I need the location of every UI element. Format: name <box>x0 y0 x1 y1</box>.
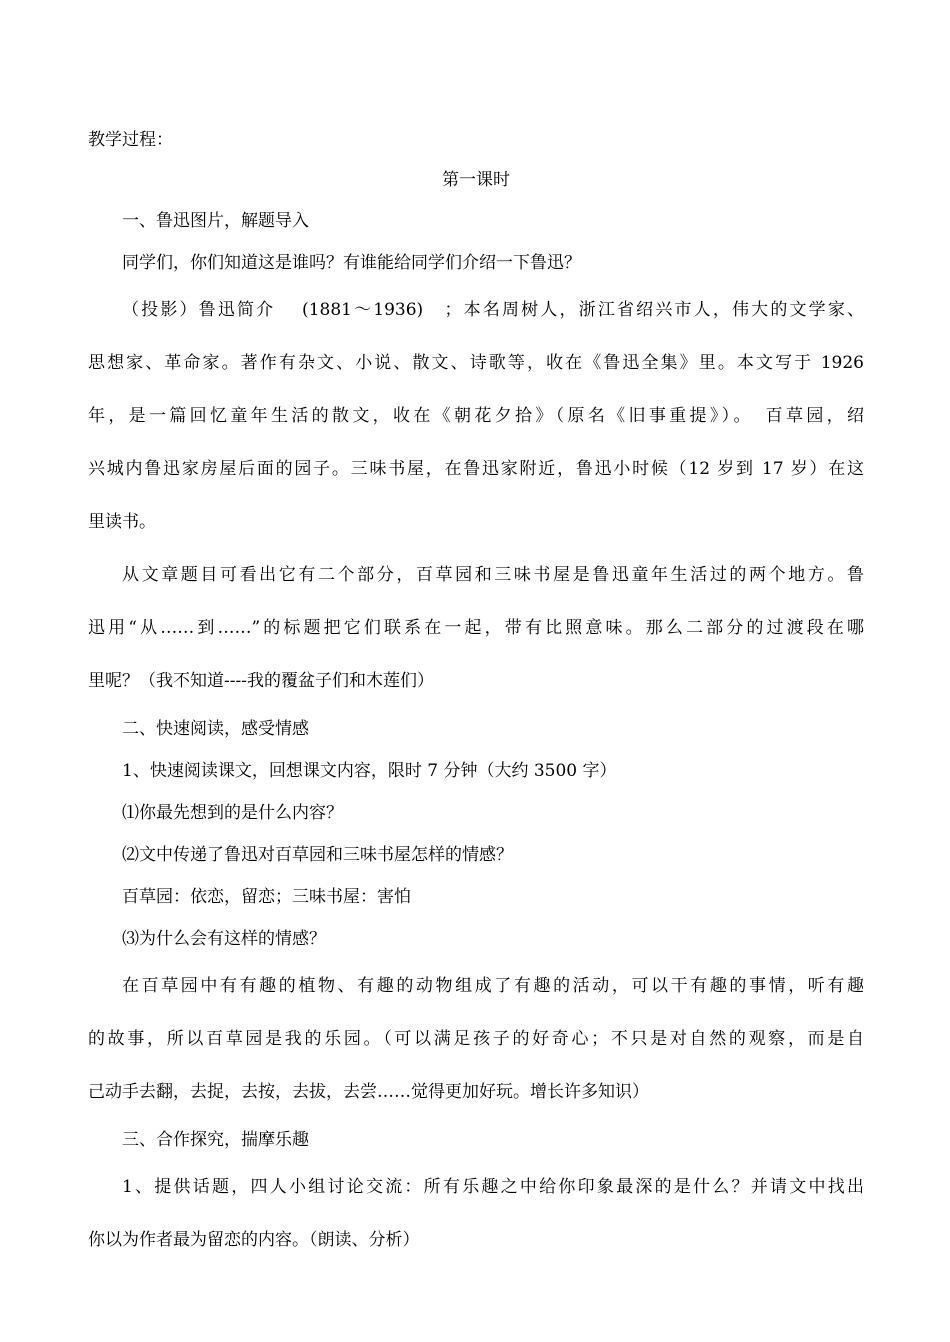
section1-heading: 一、鲁迅图片，解题导入 <box>122 211 309 231</box>
question-1: ⑴你最先想到的是什么内容？ <box>122 803 343 823</box>
section2-heading: 二、快速阅读，感受情感 <box>122 719 309 739</box>
answer-3-line: 在百草园中有有趣的植物、有趣的动物组成了有趣的活动，可以干有趣的事情，听有趣 <box>122 976 864 996</box>
answer-3-line: 己动手去翻，去捉，去按，去拔，去尝……觉得更加好玩。增长许多知识） <box>88 1082 649 1102</box>
answer-3-paragraph <box>88 960 864 1119</box>
discussion-line: 1、提供话题，四人小组讨论交流：所有乐趣之中给你印象最深的是什么？并请文中找出 <box>122 1177 864 1197</box>
title-analysis-line: 从文章题目可看出它有二个部分，百草园和三味书屋是鲁迅童年生活过的两个地方。鲁 <box>122 565 864 585</box>
bio-line: 思想家、革命家。著作有杂文、小说、散文、诗歌等，收在《鲁迅全集》里。本文写于 1926 <box>88 353 864 373</box>
bio-line: （投影）鲁迅简介 (1881～1936) ；本名周树人，浙江省绍兴市人，伟大的文学家、 <box>122 300 864 320</box>
section3-heading: 三、合作探究，揣摩乐趣 <box>122 1130 309 1150</box>
lesson-title: 第一课时 <box>442 170 510 190</box>
document-body <box>88 120 864 1267</box>
task1-text: 1、快速阅读课文，回想课文内容，限时 7 分钟（大约 3500 字） <box>122 761 617 781</box>
discussion-line: 你以为作者最为留恋的内容。（朗读、分析） <box>88 1230 420 1250</box>
bio-line: 兴城内鲁迅家房屋后面的园子。三味书屋，在鲁迅家附近，鲁迅小时候（12 岁到 17 岁）在这 <box>88 459 864 479</box>
answer-3-line: 的故事，所以百草园是我的乐园。（可以满足孩子的好奇心；不只是对自然的观察，而是自 <box>88 1029 864 1049</box>
title-analysis-line: 迅用“从……到……”的标题把它们联系在一起，带有比照意味。那么二部分的过渡段在哪 <box>88 618 864 638</box>
bio-line: 里读书。 <box>88 512 156 532</box>
luxun-bio-paragraph <box>88 284 864 549</box>
question-2: ⑵文中传递了鲁迅对百草园和三味书屋怎样的情感？ <box>122 845 513 865</box>
answer-2: 百草园：依恋，留恋；三味书屋：害怕 <box>122 887 411 907</box>
title-analysis-line: 里呢？（我不知道----我的覆盆子们和木莲们） <box>88 671 434 691</box>
bio-line: 年，是一篇回忆童年生活的散文，收在《朝花夕拾》（原名《旧事重提》）。 百草园，绍 <box>88 406 864 426</box>
question-3: ⑶为什么会有这样的情感？ <box>122 929 326 949</box>
intro-question: 同学们，你们知道这是谁吗？有谁能给同学们介绍一下鲁迅？ <box>122 253 581 273</box>
title-analysis-paragraph <box>88 549 864 708</box>
discussion-paragraph <box>88 1161 864 1267</box>
teaching-process-label: 教学过程： <box>88 130 173 150</box>
